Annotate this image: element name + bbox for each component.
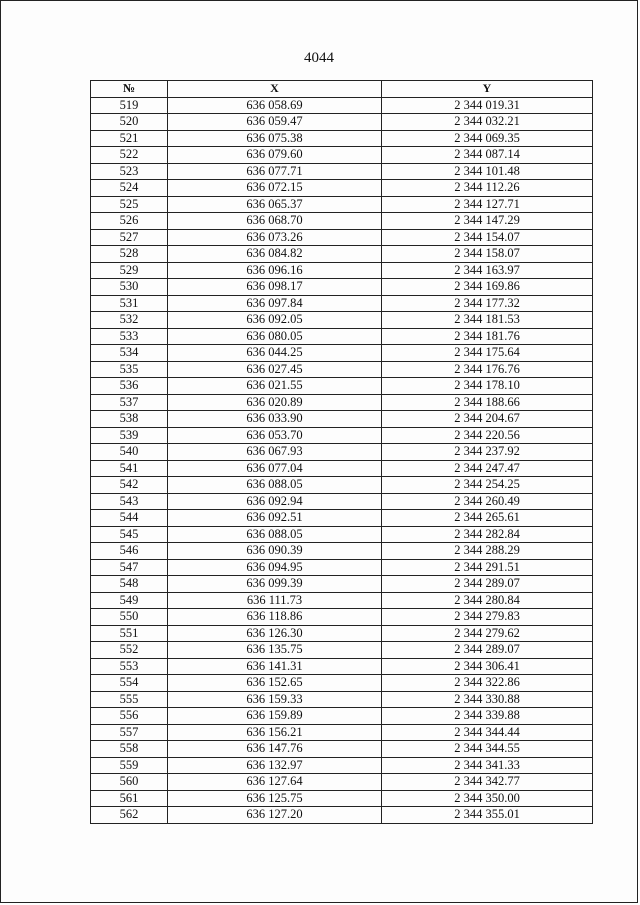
table-row bbox=[91, 658, 593, 675]
table-row bbox=[91, 279, 593, 296]
cell-x: 636 111.73 bbox=[168, 592, 382, 609]
table-row bbox=[91, 790, 593, 807]
table-row bbox=[91, 130, 593, 147]
cell-y: 2 344 175.64 bbox=[382, 345, 593, 362]
table-row bbox=[91, 378, 593, 395]
cell-x: 636 053.70 bbox=[168, 427, 382, 444]
table-row bbox=[91, 114, 593, 131]
cell-number: 528 bbox=[91, 246, 168, 263]
cell-x: 636 159.33 bbox=[168, 691, 382, 708]
cell-x: 636 044.25 bbox=[168, 345, 382, 362]
cell-y: 2 344 032.21 bbox=[382, 114, 593, 131]
cell-number: 537 bbox=[91, 394, 168, 411]
cell-x: 636 098.17 bbox=[168, 279, 382, 296]
cell-x: 636 079.60 bbox=[168, 147, 382, 164]
table-row bbox=[91, 246, 593, 263]
cell-number: 532 bbox=[91, 312, 168, 329]
cell-x: 636 097.84 bbox=[168, 295, 382, 312]
cell-x: 636 094.95 bbox=[168, 559, 382, 576]
cell-x: 636 077.04 bbox=[168, 460, 382, 477]
cell-number: 562 bbox=[91, 807, 168, 824]
cell-x: 636 090.39 bbox=[168, 543, 382, 560]
cell-y: 2 344 112.26 bbox=[382, 180, 593, 197]
cell-x: 636 096.16 bbox=[168, 262, 382, 279]
cell-number: 546 bbox=[91, 543, 168, 560]
table-row bbox=[91, 295, 593, 312]
table-row bbox=[91, 526, 593, 543]
table-row bbox=[91, 493, 593, 510]
cell-x: 636 147.76 bbox=[168, 741, 382, 758]
cell-y: 2 344 341.33 bbox=[382, 757, 593, 774]
table-row bbox=[91, 180, 593, 197]
cell-x: 636 152.65 bbox=[168, 675, 382, 692]
table-row bbox=[91, 757, 593, 774]
table-row bbox=[91, 328, 593, 345]
cell-y: 2 344 204.67 bbox=[382, 411, 593, 428]
cell-number: 540 bbox=[91, 444, 168, 461]
cell-x: 636 065.37 bbox=[168, 196, 382, 213]
cell-number: 529 bbox=[91, 262, 168, 279]
cell-y: 2 344 339.88 bbox=[382, 708, 593, 725]
cell-x: 636 021.55 bbox=[168, 378, 382, 395]
cell-number: 559 bbox=[91, 757, 168, 774]
cell-x: 636 033.90 bbox=[168, 411, 382, 428]
cell-x: 636 088.05 bbox=[168, 477, 382, 494]
cell-number: 522 bbox=[91, 147, 168, 164]
cell-y: 2 344 306.41 bbox=[382, 658, 593, 675]
coordinates-table bbox=[90, 80, 593, 824]
cell-y: 2 344 101.48 bbox=[382, 163, 593, 180]
table-body bbox=[91, 97, 593, 823]
table-row bbox=[91, 262, 593, 279]
page-number: 4044 bbox=[304, 50, 334, 66]
header-y: Y bbox=[382, 81, 593, 98]
cell-x: 636 027.45 bbox=[168, 361, 382, 378]
cell-x: 636 058.69 bbox=[168, 97, 382, 114]
cell-number: 542 bbox=[91, 477, 168, 494]
cell-number: 534 bbox=[91, 345, 168, 362]
cell-number: 561 bbox=[91, 790, 168, 807]
cell-number: 531 bbox=[91, 295, 168, 312]
cell-y: 2 344 188.66 bbox=[382, 394, 593, 411]
table-row bbox=[91, 642, 593, 659]
table-row bbox=[91, 97, 593, 114]
cell-number: 558 bbox=[91, 741, 168, 758]
table-row bbox=[91, 460, 593, 477]
cell-x: 636 159.89 bbox=[168, 708, 382, 725]
cell-number: 557 bbox=[91, 724, 168, 741]
cell-x: 636 059.47 bbox=[168, 114, 382, 131]
cell-number: 555 bbox=[91, 691, 168, 708]
cell-x: 636 125.75 bbox=[168, 790, 382, 807]
cell-y: 2 344 350.00 bbox=[382, 790, 593, 807]
table-row bbox=[91, 147, 593, 164]
cell-x: 636 020.89 bbox=[168, 394, 382, 411]
cell-number: 521 bbox=[91, 130, 168, 147]
cell-x: 636 073.26 bbox=[168, 229, 382, 246]
cell-y: 2 344 355.01 bbox=[382, 807, 593, 824]
cell-y: 2 344 181.53 bbox=[382, 312, 593, 329]
cell-number: 520 bbox=[91, 114, 168, 131]
table-row bbox=[91, 609, 593, 626]
cell-number: 551 bbox=[91, 625, 168, 642]
cell-x: 636 099.39 bbox=[168, 576, 382, 593]
cell-y: 2 344 247.47 bbox=[382, 460, 593, 477]
cell-number: 524 bbox=[91, 180, 168, 197]
table-row bbox=[91, 774, 593, 791]
cell-y: 2 344 158.07 bbox=[382, 246, 593, 263]
cell-x: 636 068.70 bbox=[168, 213, 382, 230]
table-row bbox=[91, 807, 593, 824]
cell-number: 519 bbox=[91, 97, 168, 114]
cell-number: 553 bbox=[91, 658, 168, 675]
cell-x: 636 077.71 bbox=[168, 163, 382, 180]
cell-x: 636 132.97 bbox=[168, 757, 382, 774]
cell-number: 533 bbox=[91, 328, 168, 345]
table-row bbox=[91, 477, 593, 494]
cell-y: 2 344 254.25 bbox=[382, 477, 593, 494]
table-row bbox=[91, 411, 593, 428]
table-row bbox=[91, 708, 593, 725]
cell-x: 636 127.20 bbox=[168, 807, 382, 824]
cell-x: 636 092.94 bbox=[168, 493, 382, 510]
cell-y: 2 344 260.49 bbox=[382, 493, 593, 510]
cell-number: 550 bbox=[91, 609, 168, 626]
cell-x: 636 092.05 bbox=[168, 312, 382, 329]
cell-number: 556 bbox=[91, 708, 168, 725]
cell-x: 636 084.82 bbox=[168, 246, 382, 263]
cell-y: 2 344 181.76 bbox=[382, 328, 593, 345]
cell-y: 2 344 154.07 bbox=[382, 229, 593, 246]
table-row bbox=[91, 724, 593, 741]
cell-number: 527 bbox=[91, 229, 168, 246]
cell-y: 2 344 176.76 bbox=[382, 361, 593, 378]
table-row bbox=[91, 312, 593, 329]
cell-number: 525 bbox=[91, 196, 168, 213]
cell-number: 560 bbox=[91, 774, 168, 791]
table-row bbox=[91, 543, 593, 560]
table-row bbox=[91, 163, 593, 180]
cell-x: 636 127.64 bbox=[168, 774, 382, 791]
cell-x: 636 135.75 bbox=[168, 642, 382, 659]
cell-y: 2 344 177.32 bbox=[382, 295, 593, 312]
cell-x: 636 088.05 bbox=[168, 526, 382, 543]
cell-number: 530 bbox=[91, 279, 168, 296]
cell-number: 548 bbox=[91, 576, 168, 593]
cell-number: 547 bbox=[91, 559, 168, 576]
cell-y: 2 344 163.97 bbox=[382, 262, 593, 279]
cell-y: 2 344 344.55 bbox=[382, 741, 593, 758]
cell-y: 2 344 169.86 bbox=[382, 279, 593, 296]
cell-number: 526 bbox=[91, 213, 168, 230]
table-row bbox=[91, 675, 593, 692]
cell-number: 554 bbox=[91, 675, 168, 692]
table-row bbox=[91, 576, 593, 593]
cell-x: 636 080.05 bbox=[168, 328, 382, 345]
cell-y: 2 344 178.10 bbox=[382, 378, 593, 395]
table-row bbox=[91, 510, 593, 527]
cell-number: 552 bbox=[91, 642, 168, 659]
cell-y: 2 344 289.07 bbox=[382, 642, 593, 659]
cell-number: 541 bbox=[91, 460, 168, 477]
table-row bbox=[91, 592, 593, 609]
table-row bbox=[91, 229, 593, 246]
cell-x: 636 075.38 bbox=[168, 130, 382, 147]
table-row bbox=[91, 444, 593, 461]
cell-y: 2 344 291.51 bbox=[382, 559, 593, 576]
cell-y: 2 344 282.84 bbox=[382, 526, 593, 543]
cell-y: 2 344 265.61 bbox=[382, 510, 593, 527]
table-row bbox=[91, 559, 593, 576]
cell-x: 636 126.30 bbox=[168, 625, 382, 642]
cell-number: 535 bbox=[91, 361, 168, 378]
table-row bbox=[91, 741, 593, 758]
cell-y: 2 344 220.56 bbox=[382, 427, 593, 444]
header-x: X bbox=[168, 81, 382, 98]
cell-x: 636 072.15 bbox=[168, 180, 382, 197]
cell-y: 2 344 147.29 bbox=[382, 213, 593, 230]
cell-y: 2 344 237.92 bbox=[382, 444, 593, 461]
cell-number: 539 bbox=[91, 427, 168, 444]
cell-y: 2 344 279.62 bbox=[382, 625, 593, 642]
cell-y: 2 344 127.71 bbox=[382, 196, 593, 213]
table-row bbox=[91, 625, 593, 642]
cell-x: 636 141.31 bbox=[168, 658, 382, 675]
cell-x: 636 092.51 bbox=[168, 510, 382, 527]
table-row bbox=[91, 394, 593, 411]
table-row bbox=[91, 691, 593, 708]
cell-number: 545 bbox=[91, 526, 168, 543]
table-row bbox=[91, 345, 593, 362]
cell-y: 2 344 069.35 bbox=[382, 130, 593, 147]
cell-x: 636 156.21 bbox=[168, 724, 382, 741]
cell-x: 636 118.86 bbox=[168, 609, 382, 626]
table-row bbox=[91, 361, 593, 378]
table-row bbox=[91, 213, 593, 230]
cell-number: 544 bbox=[91, 510, 168, 527]
cell-y: 2 344 087.14 bbox=[382, 147, 593, 164]
cell-y: 2 344 330.88 bbox=[382, 691, 593, 708]
cell-x: 636 067.93 bbox=[168, 444, 382, 461]
cell-y: 2 344 322.86 bbox=[382, 675, 593, 692]
table-row bbox=[91, 427, 593, 444]
cell-y: 2 344 342.77 bbox=[382, 774, 593, 791]
cell-y: 2 344 279.83 bbox=[382, 609, 593, 626]
cell-y: 2 344 344.44 bbox=[382, 724, 593, 741]
cell-number: 538 bbox=[91, 411, 168, 428]
cell-number: 549 bbox=[91, 592, 168, 609]
table-row bbox=[91, 196, 593, 213]
cell-number: 523 bbox=[91, 163, 168, 180]
table-header-row bbox=[91, 81, 593, 98]
cell-y: 2 344 289.07 bbox=[382, 576, 593, 593]
cell-y: 2 344 280.84 bbox=[382, 592, 593, 609]
cell-number: 536 bbox=[91, 378, 168, 395]
cell-y: 2 344 288.29 bbox=[382, 543, 593, 560]
cell-y: 2 344 019.31 bbox=[382, 97, 593, 114]
header-number: № bbox=[91, 81, 168, 98]
cell-number: 543 bbox=[91, 493, 168, 510]
